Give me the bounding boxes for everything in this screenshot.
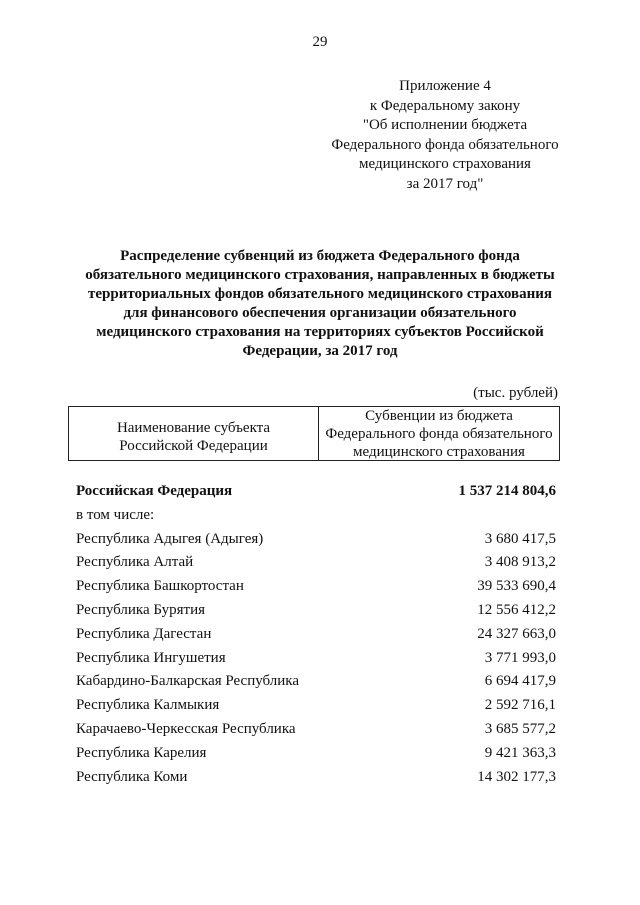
title-line: для финансового обеспечения организации обязательного [123,305,517,321]
row-name: Республика Адыгея (Адыгея) [76,530,264,547]
table-row [76,766,556,790]
row-value: 6 694 417,9 [484,673,556,690]
row-value: 24 327 663,0 [477,625,556,642]
row-value: 14 302 177,3 [477,768,556,785]
appendix-line: к Федеральному закону [369,97,521,114]
table-row [76,575,556,599]
row-name: Республика Башкортостан [76,578,244,595]
row-name: Карачаево-Черкесская Республика [76,720,296,737]
row-value: 12 556 412,2 [477,601,556,618]
header-name-line: Российской Федерации [119,437,268,454]
row-value: 39 533 690,4 [477,578,556,595]
page-number: 29 [312,34,328,50]
row-value: 2 592 716,1 [484,697,556,714]
table-row [76,718,556,742]
row-value: 1 537 214 804,6 [458,483,556,499]
appendix-line: медицинского страхования [359,156,531,172]
title-line: медицинского страхования на территориях субъектов Российской [96,324,544,340]
row-value: 3 680 417,5 [484,530,556,547]
table-header [68,406,560,461]
table-row [76,647,556,671]
table-row [76,742,556,766]
header-value-line: медицинского страхования [353,443,525,460]
row-value: 3 771 993,0 [484,649,556,666]
table-row [76,551,556,575]
including-label: в том числе: [76,506,155,523]
table-body [76,480,556,789]
title-line: территориальных фондов обязательного медицинского страхования [88,286,552,302]
header-value-line: Федерального фонда обязательного [325,425,553,442]
title-line: обязательного медицинского страхования, направленных в бюджеты [85,267,555,283]
row-name: Республика Бурятия [76,601,206,618]
row-name: Республика Калмыкия [76,697,220,714]
including-label-row [76,504,556,528]
unit-note: (тыс. рублей) [473,385,558,401]
appendix-line: "Об исполнении бюджета [362,117,528,133]
header-name-column [69,407,319,460]
row-value: 9 421 363,3 [484,744,556,761]
row-name: Республика Дагестан [76,625,212,642]
row-name: Кабардино-Балкарская Республика [76,673,300,690]
header-name-line: Наименование субъекта [116,419,271,436]
table-row [76,623,556,647]
row-name: Республика Алтай [76,554,194,571]
table-row [76,670,556,694]
table-row [76,528,556,552]
header-value-line: Субвенции из бюджета [365,407,513,424]
appendix-block [330,77,560,194]
row-name: Республика Коми [76,768,188,785]
table-row [76,694,556,718]
total-row [76,480,556,504]
title-line: Федерации, за 2017 год [242,343,398,359]
title-line: Распределение субвенций из бюджета Федерального фонда [120,248,520,264]
row-name: Республика Ингушетия [76,649,226,666]
appendix-line: за 2017 год" [406,175,484,192]
row-value: 3 685 577,2 [484,720,556,737]
row-name: Российская Федерация [76,483,233,499]
document-title [60,247,580,361]
row-value: 3 408 913,2 [484,554,556,571]
appendix-line: Федерального фонда обязательного [331,136,559,153]
table-row [76,599,556,623]
row-name: Республика Карелия [76,744,207,761]
appendix-line: Приложение 4 [399,78,491,94]
header-value-column [319,407,559,460]
